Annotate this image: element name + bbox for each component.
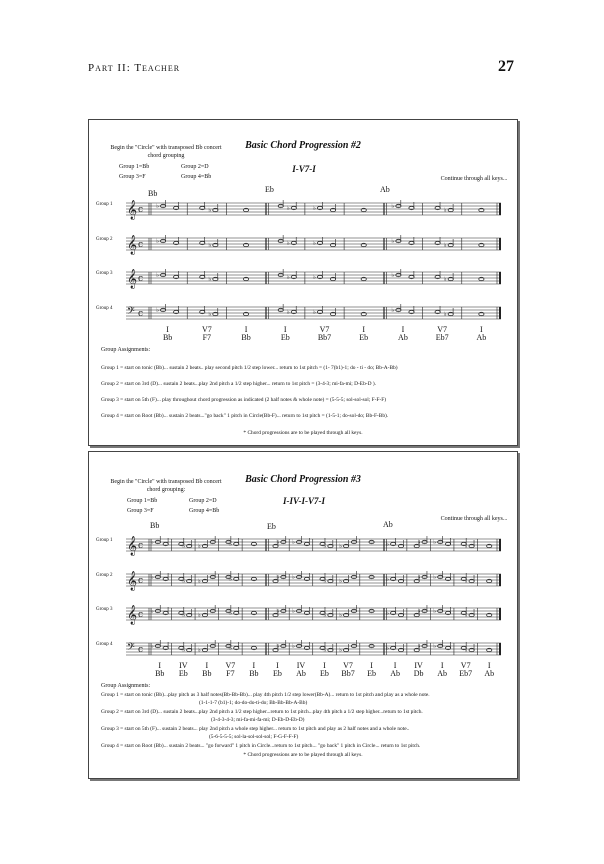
svg-text:♭: ♭ (443, 277, 447, 283)
svg-text:♭: ♭ (464, 613, 468, 619)
music-staff (126, 200, 501, 220)
chord-name: Bb (202, 669, 212, 678)
svg-text:c: c (138, 645, 144, 655)
svg-text:♭: ♭ (292, 644, 295, 650)
chord-label (150, 662, 170, 678)
svg-text:c: c (138, 205, 144, 215)
group-label: Group 3 (96, 271, 113, 276)
roman-numeral: IV (296, 661, 306, 670)
svg-text:♭: ♭ (156, 239, 159, 245)
group-key-2: Group 2=D (189, 498, 217, 504)
treble-clef-icon: 𝄞 (127, 571, 138, 591)
roman-numeral: I (166, 325, 169, 334)
svg-text:♭: ♭ (229, 542, 233, 548)
svg-text:♭: ♭ (391, 239, 395, 245)
roman-numeral: IV (179, 661, 188, 670)
music-staff (126, 235, 501, 255)
staff-graphic (126, 304, 501, 324)
roman-numeral: V7 (437, 325, 448, 334)
group-label: Group 3 (96, 607, 113, 612)
progression-formula: I-IV-I-V7-I (282, 496, 325, 506)
page-number: 27 (498, 58, 514, 75)
svg-text:♭: ♭ (208, 243, 212, 249)
treble-clef-icon: 𝄞 (127, 536, 138, 556)
assignment-line: (1-1-1-7 (b1)-1; do-do-do-ti-do; Bb-Bb-Bb-A-Bb) (199, 700, 308, 706)
svg-text:♭: ♭ (208, 277, 212, 283)
continue-note: Continue through all keys... (440, 176, 508, 182)
svg-text:♭: ♭ (433, 575, 437, 581)
svg-text:♭: ♭ (339, 613, 342, 619)
chord-label (275, 326, 295, 342)
assignment-line: Group 2 = start on 3rd (D)... sustain 2 beats...play 2nd pitch a 1/2 step higher... return to 1st pitch = (3-4-3; mi-fa-mi; D-Eb-D ). (101, 381, 376, 387)
svg-text:♭: ♭ (417, 644, 421, 650)
svg-text:♭: ♭ (150, 644, 154, 650)
staff-graphic (126, 571, 501, 591)
intro-text (101, 478, 231, 494)
svg-text:c: c (138, 610, 144, 620)
svg-text:♭: ♭ (464, 579, 468, 585)
svg-text:♭: ♭ (197, 648, 201, 654)
roman-numeral: I (252, 661, 256, 670)
svg-text:♭: ♭ (229, 646, 233, 652)
group-label: Group 4 (96, 306, 113, 311)
footnote: * Chord progressions are to be played through all keys. (243, 430, 363, 436)
svg-text:♭: ♭ (433, 644, 437, 650)
key-label: Ab (383, 520, 393, 529)
group-label: Group 2 (96, 237, 113, 242)
group-key-1: Group 1=Bb (119, 164, 150, 170)
chord-name: F7 (202, 333, 212, 342)
group-label: Group 2 (96, 573, 113, 578)
svg-text:♭: ♭ (391, 204, 395, 210)
assignment-line: (5-6-5-5-5; sol-la-sol-sol-sol; F-G-F-F-F) (209, 734, 299, 740)
svg-text:♭: ♭ (208, 208, 212, 214)
progression-title: Basic Chord Progression #3 (245, 474, 361, 485)
chord-label (197, 326, 217, 342)
svg-text:♭: ♭ (197, 579, 201, 585)
svg-text:♭: ♭ (182, 579, 186, 585)
group-label: Group 1 (96, 202, 113, 207)
chord-name: Eb (320, 669, 329, 678)
svg-text:c: c (138, 309, 144, 319)
svg-text:♭: ♭ (286, 206, 290, 212)
svg-text:♭: ♭ (276, 540, 280, 546)
svg-text:♭: ♭ (292, 540, 295, 546)
svg-text:♭: ♭ (276, 609, 280, 615)
roman-numeral: I (158, 661, 162, 670)
svg-text:♭: ♭ (391, 273, 395, 279)
svg-text:c: c (138, 240, 144, 250)
roman-numeral: I (323, 661, 326, 670)
roman-numeral: V7 (201, 325, 212, 334)
intro-text (101, 144, 231, 160)
assignment-line: Group 1 = start on tonic (Bb)... sustain 2 beats.. play second pitch 1/2 step lower... return to 1st pitch = (1- 7(b1)-1; do - ti - do; Bb-A-Bb) (101, 365, 398, 371)
roman-numeral: V7 (319, 325, 330, 334)
svg-text:c: c (138, 274, 144, 284)
svg-text:♭: ♭ (433, 609, 437, 615)
assignments-heading: Group Assignments: (101, 347, 151, 353)
assignment-line: Group 3 = start on 5th (F)... sustain 2 beats... play 2nd pitch a whole step higher... return to 1st pitch and play as 2 half notes and a whole note.. (101, 726, 410, 732)
key-label: Eb (265, 185, 274, 194)
assignment-line: (3-4-3-4-3; mi-fa-mi-fa-mi; D-Eb-D-Eb-D) (211, 717, 305, 723)
chord-name: Db (413, 669, 424, 678)
assignment-line: Group 1 = start on tonic (Bb)...play pitch as 3 half notes(Bb-Bb-Bb)... play 4th pitch 1/2 step lower(Bb-A)... return to 1st pitch and play as a whole note. (101, 692, 430, 698)
svg-text:♭: ♭ (156, 273, 159, 279)
chord-label (291, 662, 311, 678)
chord-name: F7 (226, 669, 235, 678)
svg-text:♭: ♭ (386, 611, 390, 617)
staff-graphic (126, 640, 501, 660)
group-key-3: Group 3=F (119, 174, 146, 180)
svg-text:♭: ♭ (391, 308, 395, 314)
svg-text:♭: ♭ (156, 308, 159, 314)
chord-name: Eb7 (435, 333, 449, 342)
staff-graphic (126, 605, 501, 625)
chord-label (409, 662, 429, 678)
progression-title: Basic Chord Progression #2 (245, 140, 361, 151)
chord-name: Bb (155, 669, 165, 678)
music-staff (126, 605, 501, 625)
svg-text:♭: ♭ (386, 646, 390, 652)
roman-numeral: V7 (225, 661, 236, 670)
key-label: Bb (150, 521, 160, 530)
svg-text:♭: ♭ (182, 544, 186, 550)
chord-name: Bb7 (317, 333, 332, 342)
chord-label (173, 662, 193, 678)
svg-text:♭: ♭ (286, 275, 290, 281)
roman-numeral: I (480, 325, 483, 334)
svg-text:♭: ♭ (150, 540, 154, 546)
svg-text:♭: ♭ (339, 544, 342, 550)
svg-text:♭: ♭ (339, 648, 342, 654)
svg-text:♭: ♭ (150, 575, 154, 581)
key-label: Ab (380, 185, 390, 194)
group-key-4: Group 4=Bb (181, 174, 212, 180)
svg-text:♭: ♭ (464, 544, 468, 550)
page-header-part: Part II: Teacher (88, 62, 181, 74)
svg-text:♭: ♭ (229, 611, 233, 617)
svg-text:♭: ♭ (386, 577, 390, 583)
svg-text:♭: ♭ (323, 579, 327, 585)
progression-3-card (88, 451, 518, 779)
intro-line: chord grouping: (146, 487, 186, 493)
staff-graphic (126, 269, 501, 289)
svg-text:♭: ♭ (443, 208, 447, 214)
group-label: Group 1 (96, 538, 113, 543)
roman-numeral: I (362, 325, 366, 334)
group-label: Group 4 (96, 642, 113, 647)
svg-text:♭: ♭ (386, 542, 390, 548)
chord-label (315, 662, 335, 678)
roman-numeral: I (276, 661, 279, 670)
roman-numeral: I (370, 661, 373, 670)
roman-numeral: I (244, 325, 248, 334)
svg-text:♭: ♭ (229, 577, 233, 583)
chord-label (354, 326, 374, 342)
key-label: Eb (267, 522, 276, 531)
svg-text:♭: ♭ (276, 575, 280, 581)
treble-clef-icon: 𝄞 (127, 235, 138, 255)
svg-text:♭: ♭ (156, 204, 159, 210)
chord-label (158, 326, 178, 342)
chord-label (244, 662, 264, 678)
svg-text:♭: ♭ (312, 310, 316, 316)
continue-note: Continue through all keys... (440, 516, 508, 522)
roman-numeral: IV (414, 661, 423, 670)
svg-text:♭: ♭ (197, 544, 201, 550)
bass-clef-icon: 𝄢 (127, 305, 135, 319)
svg-text:♭: ♭ (286, 241, 290, 247)
chord-label (432, 662, 452, 678)
chord-name: Bb (241, 333, 251, 342)
roman-numeral: I (205, 661, 209, 670)
svg-text:♭: ♭ (197, 613, 201, 619)
treble-clef-icon: 𝄞 (127, 200, 138, 220)
chord-name: Eb7 (459, 669, 473, 678)
chord-label (220, 662, 240, 678)
chord-label (456, 662, 476, 678)
assignments-heading: Group Assignments: (101, 683, 151, 689)
group-key-2: Group 2=D (181, 164, 209, 170)
svg-text:♭: ♭ (417, 540, 421, 546)
chord-name: Eb (359, 333, 369, 342)
chord-name: Eb (367, 669, 376, 678)
assignment-line: Group 2 = start on 3rd (D)... sustain 2 beats...play 2nd pitch a 1/2 step higher...return to 1st pitch...play 4th pitch a 1/2 step higher...return to 1st pitch. (101, 709, 423, 715)
svg-text:♭: ♭ (276, 644, 280, 650)
staff-graphic (126, 536, 501, 556)
group-key-1: Group 1=Bb (127, 498, 158, 504)
chord-name: Bb (162, 333, 173, 342)
group-key-3: Group 3=F (127, 508, 154, 514)
chord-label (362, 662, 382, 678)
staff-graphic (126, 200, 501, 220)
svg-text:♭: ♭ (443, 312, 447, 318)
roman-numeral: V7 (343, 661, 353, 670)
svg-text:c: c (138, 541, 144, 551)
progression-formula: I-V7-I (292, 164, 316, 174)
intro-line: Begin the "Circle" with transposed Bb concert (110, 479, 222, 485)
chord-label (385, 662, 405, 678)
chord-name: Eb (272, 669, 282, 678)
assignment-line: Group 4 = start on Root (Bb)... sustain 2 beats..."go back" 1 pitch in Circle(Bb-F)... return to 1st pitch = (1-5-1; do-sol-do; Bb-F-Bb). (101, 413, 389, 419)
svg-text:♭: ♭ (417, 575, 421, 581)
chord-label (432, 326, 452, 342)
svg-text:♭: ♭ (323, 613, 327, 619)
svg-text:♭: ♭ (339, 579, 342, 585)
music-staff (126, 536, 501, 556)
music-staff (126, 269, 501, 289)
music-staff (126, 640, 501, 654)
svg-text:♭: ♭ (292, 609, 295, 615)
svg-text:♭: ♭ (182, 613, 186, 619)
chord-label (315, 326, 335, 342)
roman-numeral: I (283, 325, 287, 334)
chord-name: Eb (178, 669, 188, 678)
chord-label (471, 326, 491, 342)
chord-name: Bb7 (341, 669, 355, 678)
chord-label (197, 662, 217, 678)
chord-label (393, 326, 413, 342)
chord-name: Ab (437, 669, 448, 678)
svg-text:♭: ♭ (312, 275, 316, 281)
svg-text:♭: ♭ (286, 310, 290, 316)
roman-numeral: I (393, 661, 397, 670)
chord-label (267, 662, 287, 678)
svg-text:♭: ♭ (433, 540, 437, 546)
chord-name: Ab (476, 333, 487, 342)
assignment-line: Group 3 = start on 5th (F)... play throughout chord progression as indicated (2 half notes & whole note) = (5-5-5; sol-sol-sol; F-F-F) (101, 397, 387, 403)
music-staff (126, 571, 501, 591)
svg-text:♭: ♭ (182, 648, 186, 654)
chord-label (479, 662, 499, 678)
assignment-line: Group 4 = start on Root (Bb)... sustain 2 beats... "go forward" 1 pitch in Circle...return to 1st pitch... "go back" 1 pitch in Circle... return to 1st pitch. (101, 743, 421, 749)
chord-name: Eb (280, 333, 290, 342)
treble-clef-icon: 𝄞 (127, 605, 138, 625)
svg-text:c: c (138, 576, 144, 586)
svg-text:♭: ♭ (323, 648, 327, 654)
chord-label (236, 326, 256, 342)
intro-line: chord grouping (147, 153, 185, 159)
roman-numeral: I (440, 661, 444, 670)
progression-2-card (88, 119, 518, 446)
staff-graphic (126, 235, 501, 255)
intro-line: Begin the "Circle" with transposed Bb concert (110, 145, 222, 151)
treble-clef-icon: 𝄞 (127, 269, 138, 289)
svg-text:♭: ♭ (464, 648, 468, 654)
svg-text:♭: ♭ (150, 609, 154, 615)
music-staff (126, 304, 501, 318)
chord-name: Ab (398, 333, 408, 342)
roman-numeral: V7 (460, 661, 471, 670)
chord-label (338, 662, 358, 678)
svg-text:♭: ♭ (323, 544, 327, 550)
svg-text:♭: ♭ (292, 575, 295, 581)
chord-name: Ab (484, 669, 495, 678)
svg-text:♭: ♭ (208, 312, 212, 318)
key-label: Bb (148, 189, 158, 198)
svg-text:♭: ♭ (417, 609, 421, 615)
roman-numeral: I (401, 325, 405, 334)
chord-name: Ab (390, 669, 400, 678)
group-key-4: Group 4=Bb (189, 508, 220, 514)
svg-text:♭: ♭ (312, 206, 316, 212)
chord-name: Ab (296, 669, 306, 678)
footnote: * Chord progressions are to be played through all keys. (243, 752, 363, 758)
svg-text:♭: ♭ (443, 243, 447, 249)
roman-numeral: I (487, 661, 491, 670)
bass-clef-icon: 𝄢 (127, 641, 135, 655)
svg-text:♭: ♭ (312, 241, 316, 247)
chord-name: Bb (249, 669, 259, 678)
